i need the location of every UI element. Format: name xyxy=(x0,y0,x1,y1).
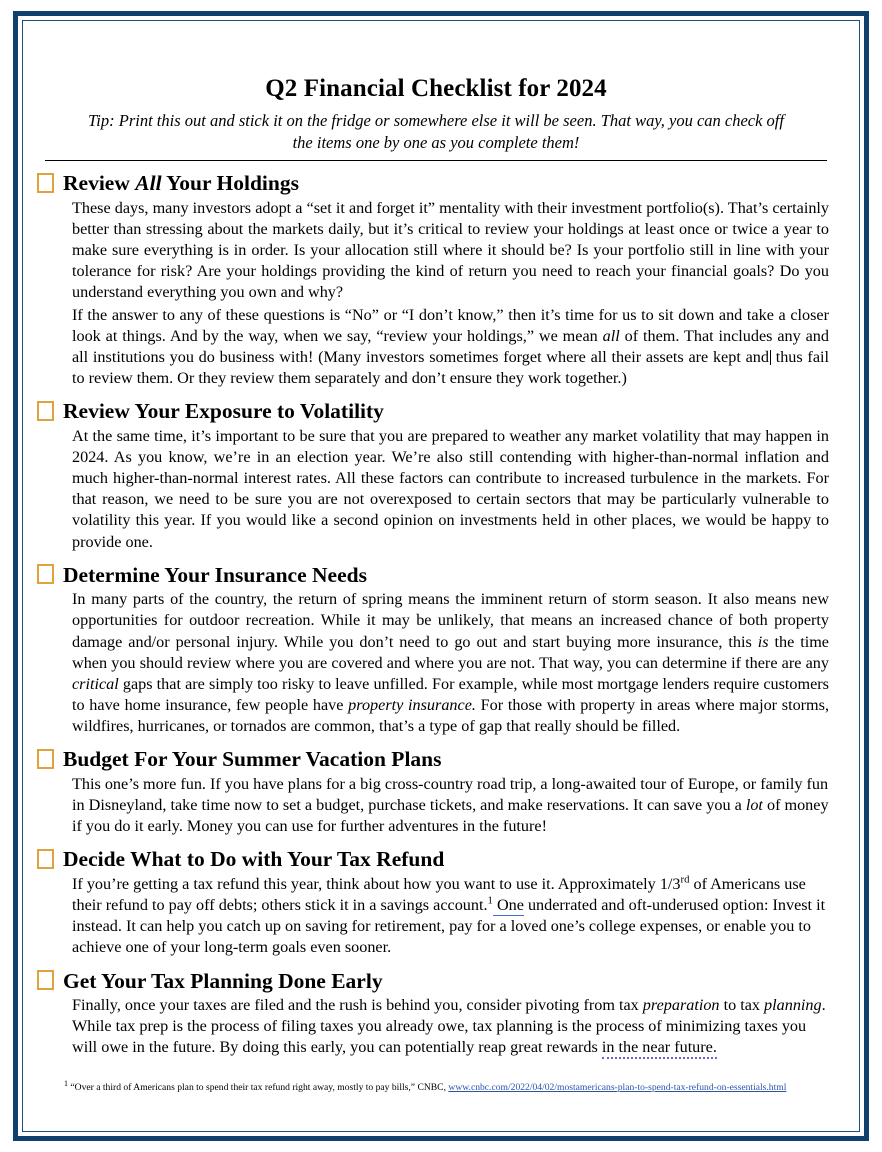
section-determine-your-insurance-needs xyxy=(31,564,841,738)
document-page xyxy=(23,21,859,1131)
checkbox-get-your-tax-planning-done-early[interactable] xyxy=(37,970,54,990)
section-body xyxy=(31,587,841,737)
section-heading xyxy=(31,970,841,994)
paragraph xyxy=(72,589,829,737)
paragraph-emphasis: preparation xyxy=(642,996,720,1015)
section-get-your-tax-planning-done-early xyxy=(31,970,841,1059)
section-heading xyxy=(31,400,841,424)
paragraph-part: If the answer to any of these questions is “No” or “I don’t know,” then it’s time for us to sit down and take a closer look at things. And by the way, when we say, “review your holdings,” we mean xyxy=(72,305,829,345)
section-review-all-your-holdings xyxy=(31,172,841,389)
section-title: Get Your Tax Planning Done Early xyxy=(63,968,383,993)
section-title: Decide What to Do with Your Tax Refund xyxy=(63,847,445,872)
paragraph-emphasis: is xyxy=(757,632,769,651)
paragraph: These days, many investors adopt a “set it and forget it” mentality with their investment portfolio(s). That’s certainly better than stressing about the markets daily, but it’s critical to review your holdings at least once or twice a year to make sure everything is in order. Is your allocation still where it should be? Is your portfolio still in line with your tolerance for risk? Are your holdings providing the kind of return you need to reach your financial goals? Do you understand everything you own and why? xyxy=(72,198,829,302)
paragraph-part: of them. That includes any and all institutions you do business with! (Many investors sometimes forget where all their assets are kept and xyxy=(72,326,829,366)
footnote xyxy=(64,1078,829,1095)
section-body xyxy=(31,772,841,837)
paragraph-part: of Americans use their refund to pay off debts; others stick it in a savings account. xyxy=(72,875,806,915)
paragraph xyxy=(72,874,829,959)
paragraph-part: This one’s more fun. If you have plans for a big cross-country road trip, a long-awaited tour of Europe, or family fun in Disneyland, take time now to set a budget, purchase tickets, and make reservations. It can save you a xyxy=(72,774,829,815)
section-title-part: Your Holdings xyxy=(161,171,299,196)
ordinal-superscript: rd xyxy=(680,873,690,886)
footnote-link[interactable]: www.cnbc.com/2022/04/02/mostamericans-plan-to-spend-tax-refund-on-essentials.html xyxy=(448,1082,787,1094)
paragraph xyxy=(72,995,829,1058)
footnote-text: “Over a third of Americans plan to spend their tax refund right away, mostly to pay bills,” CNBC, xyxy=(68,1082,449,1094)
section-heading xyxy=(31,564,841,588)
paragraph-part: gaps that are simply too risky to leave unfilled. For example, while most mortgage lenders require customers to have home insurance, few people have xyxy=(72,674,829,715)
paragraph-part: thus fail to review them. Or they review them separately and don’t ensure they work together.) xyxy=(72,347,830,388)
paragraph-emphasis: property insurance. xyxy=(348,696,476,715)
section-heading xyxy=(31,848,841,872)
paragraph-emphasis: critical xyxy=(72,674,119,693)
checkbox-review-your-exposure-to-volatility[interactable] xyxy=(37,401,54,421)
section-title-part: Review xyxy=(63,171,136,196)
section-title: Determine Your Insurance Needs xyxy=(63,562,367,587)
section-heading xyxy=(31,172,841,196)
checkbox-budget-for-your-summer-vacation-plans[interactable] xyxy=(37,749,54,769)
paragraph-part: of money if you do it early. Money you can use for further adventures in the future! xyxy=(72,796,829,836)
section-decide-what-to-do-with-your-tax-refund xyxy=(31,848,841,958)
section-title xyxy=(63,172,299,196)
paragraph-part: In many parts of the country, the return of spring means the imminent return of storm season. It also means new opportunities for outdoor recreation. While it may be unlikely, that means an increased chance of both property damage and/or personal injury. While you don’t need to go out and start buying more insurance, this xyxy=(72,590,829,651)
checkbox-decide-what-to-do-with-your-tax-refund[interactable] xyxy=(37,849,54,869)
grammarcheck-flagged-text[interactable]: in the near future. xyxy=(602,1038,717,1059)
section-body xyxy=(31,872,841,959)
section-body xyxy=(31,993,841,1058)
section-title-emphasis: All xyxy=(135,171,162,196)
paragraph-part: to tax xyxy=(719,996,765,1015)
section-body xyxy=(31,196,841,389)
paragraph-part: . While tax prep is the process of filing taxes you already owe, tax planning is the process of minimizing taxes you will owe in the future. By doing this early, you can potentially reap great rewards xyxy=(72,996,826,1057)
footnote-area xyxy=(64,1078,829,1095)
paragraph xyxy=(72,305,829,390)
header-divider xyxy=(45,160,827,161)
paragraph-part: underrated and oft-underused option: Invest it instead. It can help you catch up on saving for retirement, pay for a loved one’s college expenses, or enable you to achieve one of your long-term goals even sooner. xyxy=(72,896,826,957)
section-title: Budget For Your Summer Vacation Plans xyxy=(63,747,442,772)
section-heading xyxy=(31,748,841,772)
spellcheck-flagged-text[interactable]: One xyxy=(492,896,524,915)
paragraph xyxy=(72,774,829,837)
paragraph-emphasis: all xyxy=(602,326,620,345)
footnote-reference[interactable]: 1 xyxy=(487,894,493,907)
paragraph-emphasis: lot xyxy=(745,796,763,815)
document-header xyxy=(31,25,841,160)
section-body xyxy=(31,424,841,553)
paragraph-part: the time when you should review where you are covered and where you are not. That way, you can determine if there are any xyxy=(72,632,829,672)
checkbox-review-all-your-holdings[interactable] xyxy=(37,173,54,193)
paragraph-part: Finally, once your taxes are filed and the rush is behind you, consider pivoting from tax xyxy=(72,996,643,1015)
page-border-inner xyxy=(22,20,860,1132)
section-review-your-exposure-to-volatility xyxy=(31,400,841,552)
paragraph: At the same time, it’s important to be sure that you are prepared to weather any market volatility that may happen in 2024. As you know, we’re in an election year. We’re also still contending with higher-than-normal inflation and much higher-than-normal interest rates. All these factors can contribute to increased turbulence in the markets. For that reason, we need to be sure you are not overexposed to certain sectors that may be particularly vulnerable to volatility this year. If you would like a second opinion on investments held in other places, we would be happy to provide one. xyxy=(72,426,829,551)
section-budget-for-your-summer-vacation-plans xyxy=(31,748,841,837)
page-title: Q2 Financial Checklist for 2024 xyxy=(265,75,607,102)
paragraph-emphasis: planning xyxy=(764,996,822,1015)
section-title: Review Your Exposure to Volatility xyxy=(63,399,384,424)
document-tip: Tip: Print this out and stick it on the fridge or somewhere else it will be seen. That way, you can check off the items one by one as you complete them! xyxy=(88,110,784,152)
page-border-outer xyxy=(13,11,869,1141)
paragraph-part: For those with property in areas where major storms, wildfires, hurricanes, or tornados are common, that’s a type of gap that really should be filled. xyxy=(72,696,829,736)
paragraph-part: If you’re getting a tax refund this year, think about how you want to use it. Approximately 1/3 xyxy=(72,875,681,893)
checkbox-determine-your-insurance-needs[interactable] xyxy=(37,564,54,584)
footnote-marker: 1 xyxy=(64,1079,68,1088)
